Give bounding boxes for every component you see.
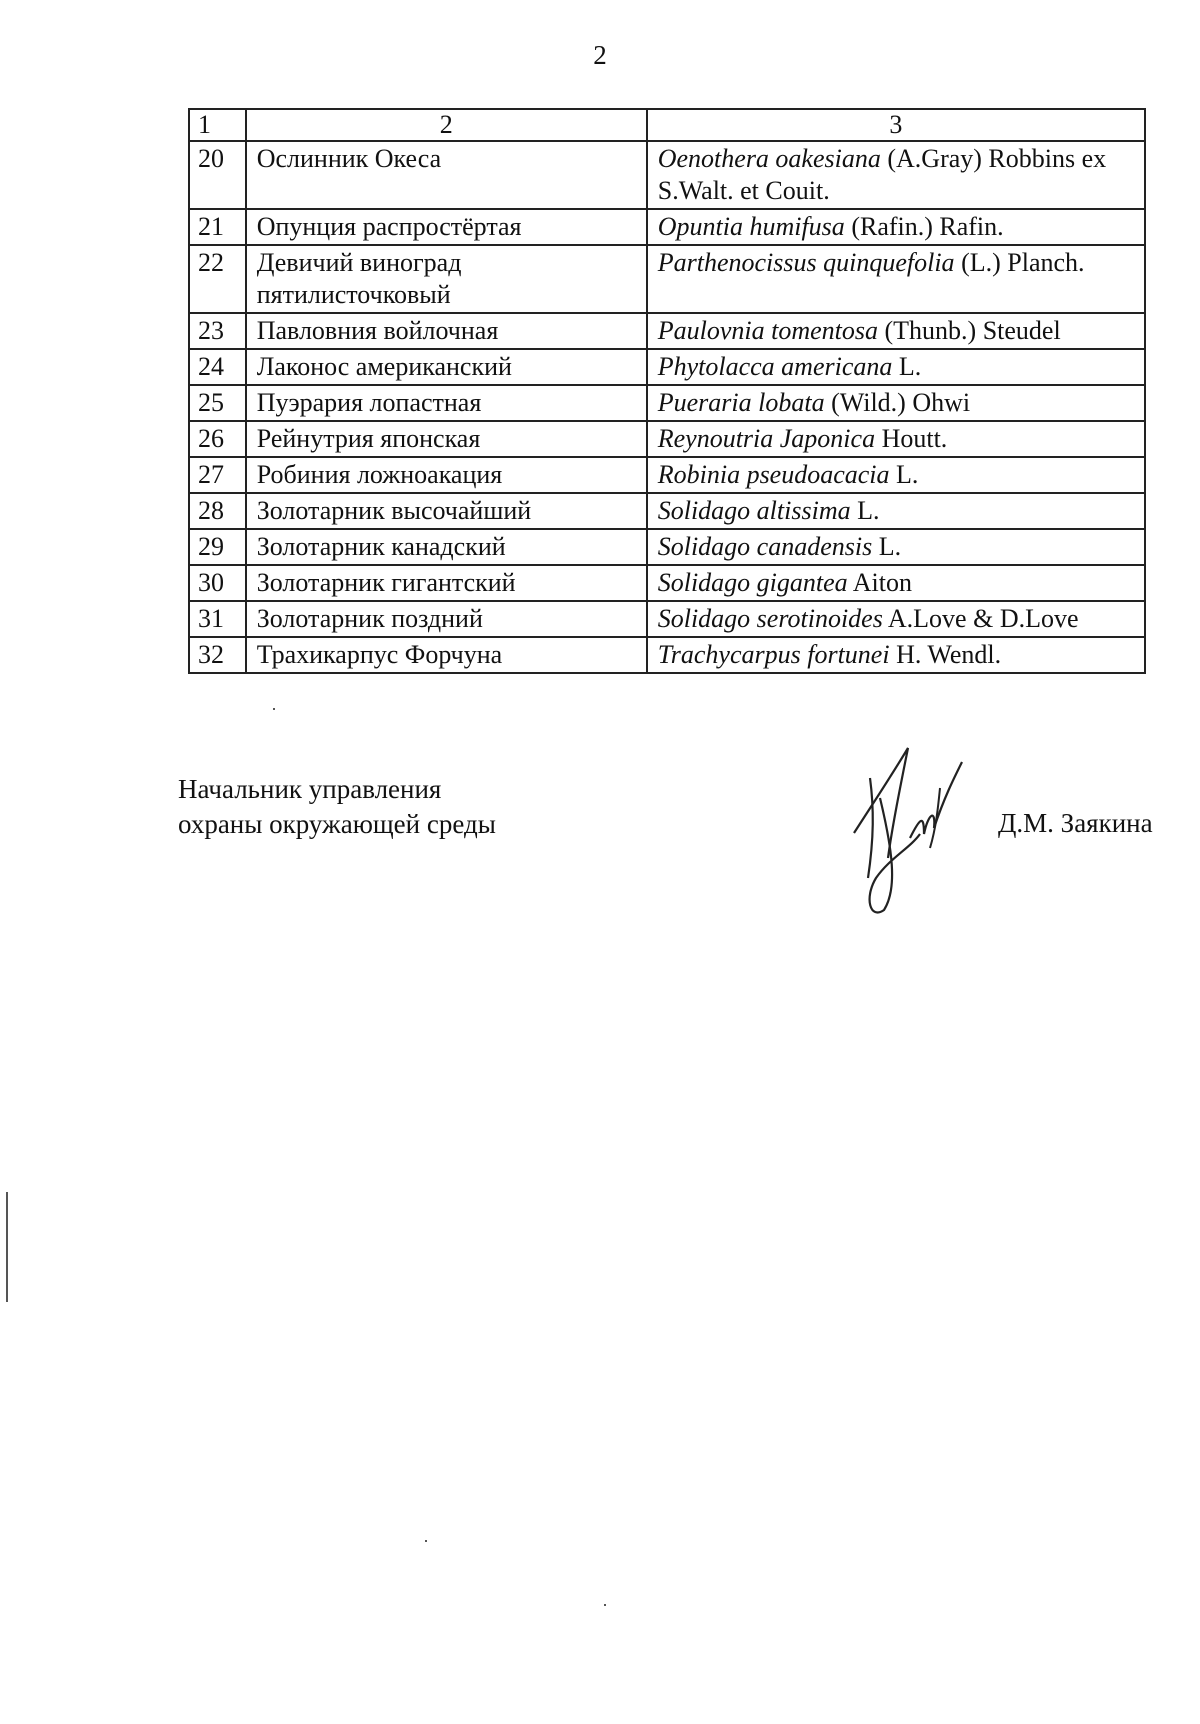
row-number: 21 [189, 209, 246, 245]
signer-title-line-1: Начальник управления [178, 774, 442, 804]
table-row [189, 565, 1145, 601]
latin-name-author: H. Wendl. [889, 640, 1002, 669]
row-number: 22 [189, 245, 246, 313]
latin-name-author: L. [872, 532, 902, 561]
latin-name-author: L. [850, 496, 880, 525]
table-row [189, 245, 1145, 313]
latin-name-italic: Solidago altissima [657, 496, 851, 525]
header-col-3: 3 [647, 109, 1145, 141]
table-row [189, 529, 1145, 565]
row-number: 26 [189, 421, 246, 457]
latin-name-author: Houtt. [875, 424, 948, 453]
latin-name-author: A.Love & D.Love [882, 604, 1079, 633]
latin-name [647, 313, 1145, 349]
row-number: 23 [189, 313, 246, 349]
scan-edge-mark [6, 1192, 8, 1302]
latin-name-author: (Wild.) Ohwi [824, 388, 971, 417]
latin-name-italic: Solidago gigantea [657, 568, 848, 597]
latin-name-author: L. [889, 460, 919, 489]
latin-name-italic: Phytolacca americana [657, 352, 893, 381]
row-number: 25 [189, 385, 246, 421]
latin-name [647, 141, 1145, 209]
latin-name-author: (A.Gray) Robbins ex S.Walt. et Couit. [657, 144, 1107, 205]
table-row [189, 209, 1145, 245]
signer-title [178, 772, 496, 842]
russian-name: Золотарник высочайший [246, 493, 647, 529]
table-row [189, 493, 1145, 529]
row-number: 20 [189, 141, 246, 209]
table-row [189, 385, 1145, 421]
latin-name-italic: Trachycarpus fortunei [657, 640, 890, 669]
latin-name-italic: Solidago serotinoides [657, 604, 883, 633]
row-number: 29 [189, 529, 246, 565]
table-header-row [189, 109, 1145, 141]
handwritten-signature [840, 738, 980, 918]
latin-name-italic: Pueraria lobata [657, 388, 825, 417]
russian-name: Лаконос американский [246, 349, 647, 385]
russian-name: Павловния войлочная [246, 313, 647, 349]
latin-name-italic: Parthenocissus quinquefolia [657, 248, 955, 277]
russian-name: Трахикарпус Форчуна [246, 637, 647, 673]
table-row [189, 457, 1145, 493]
russian-name: Золотарник поздний [246, 601, 647, 637]
row-number: 24 [189, 349, 246, 385]
latin-name [647, 601, 1145, 637]
page-number: 2 [593, 40, 607, 70]
latin-name-author: (Rafin.) Rafin. [844, 212, 1004, 241]
latin-name-italic: Opuntia humifusa [657, 212, 845, 241]
row-number: 27 [189, 457, 246, 493]
table-row [189, 601, 1145, 637]
signer-title-line-2: охраны окружающей среды [178, 809, 496, 839]
latin-name-italic: Paulovnia tomentosa [657, 316, 878, 345]
scan-speck [273, 708, 275, 710]
table-row [189, 349, 1145, 385]
russian-name: Опунция распростёртая [246, 209, 647, 245]
scan-speck [604, 1604, 606, 1606]
latin-name [647, 421, 1145, 457]
latin-name-italic: Robinia pseudoacacia [657, 460, 890, 489]
latin-name [647, 457, 1145, 493]
russian-name: Робиния ложноакация [246, 457, 647, 493]
russian-name: Золотарник гигантский [246, 565, 647, 601]
latin-name-italic: Reynoutria Japonica [657, 424, 876, 453]
latin-name [647, 209, 1145, 245]
latin-name [647, 385, 1145, 421]
russian-name: Рейнутрия японская [246, 421, 647, 457]
latin-name [647, 349, 1145, 385]
russian-name: Девичий виноград пятилисточковый [246, 245, 647, 313]
table-row [189, 141, 1145, 209]
latin-name-author: (Thunb.) Steudel [878, 316, 1061, 345]
latin-name-italic: Solidago canadensis [657, 532, 873, 561]
species-table [188, 108, 1146, 674]
row-number: 30 [189, 565, 246, 601]
russian-name: Пуэрария лопастная [246, 385, 647, 421]
latin-name [647, 637, 1145, 673]
scan-speck [425, 1540, 427, 1542]
latin-name-author: L. [892, 352, 922, 381]
latin-name [647, 493, 1145, 529]
row-number: 31 [189, 601, 246, 637]
table-row [189, 313, 1145, 349]
header-col-2: 2 [246, 109, 647, 141]
latin-name-italic: Oenothera oakesiana [657, 144, 881, 173]
latin-name [647, 245, 1145, 313]
table-row [189, 421, 1145, 457]
latin-name [647, 529, 1145, 565]
row-number: 32 [189, 637, 246, 673]
row-number: 28 [189, 493, 246, 529]
russian-name: Ослинник Океса [246, 141, 647, 209]
latin-name [647, 565, 1145, 601]
table-row [189, 637, 1145, 673]
russian-name: Золотарник канадский [246, 529, 647, 565]
signer-name: Д.М. Заякина [998, 808, 1153, 838]
latin-name-author: Aiton [847, 568, 912, 597]
latin-name-author: (L.) Planch. [954, 248, 1085, 277]
header-col-1: 1 [189, 109, 246, 141]
